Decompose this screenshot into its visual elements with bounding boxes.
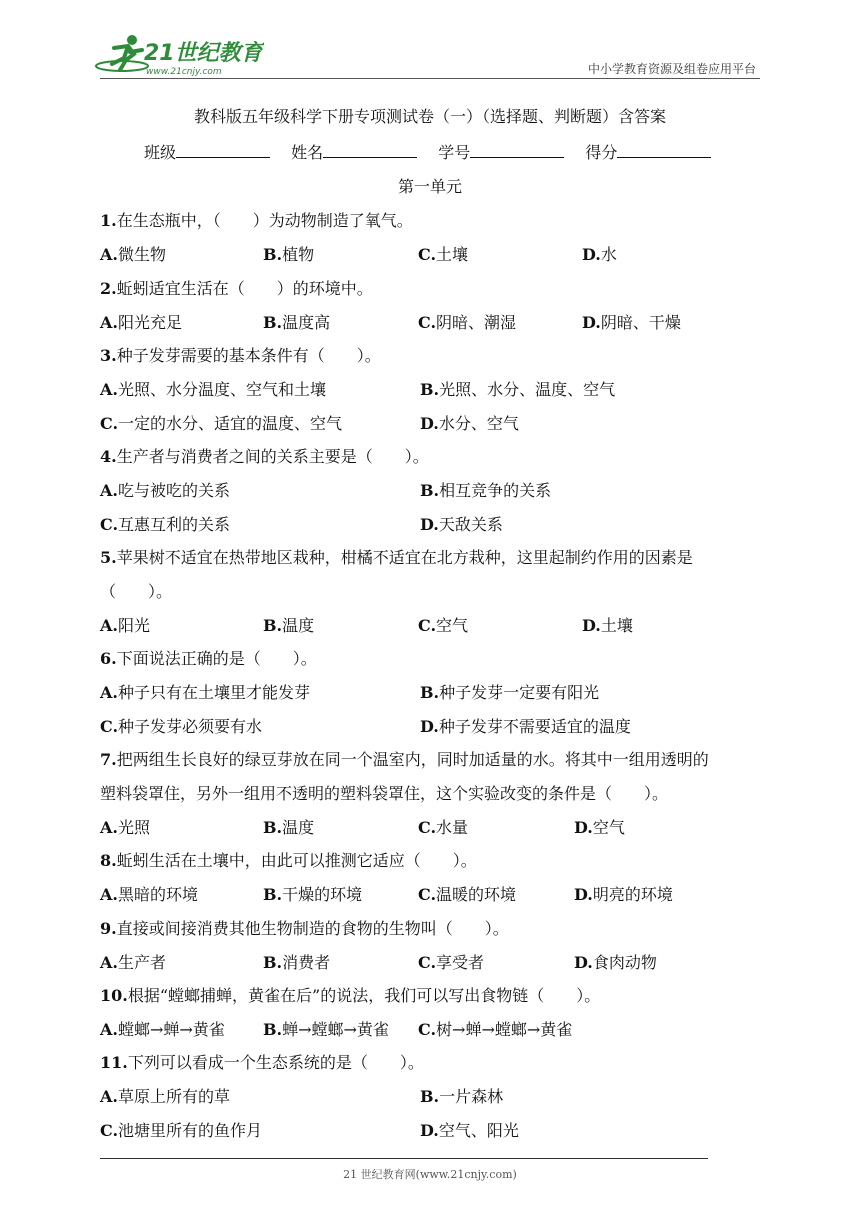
option-letter: A. [100, 313, 118, 332]
option-letter: A. [100, 1087, 118, 1106]
option-text: 食肉动物 [592, 953, 657, 972]
option-letter: C. [100, 515, 119, 534]
option-text: 光照、水分温度、空气和土壤 [117, 380, 326, 399]
option-text: 空气 [592, 818, 625, 837]
option-letter: D. [574, 885, 593, 904]
option-letter: C. [418, 245, 437, 264]
option-letter: A. [100, 481, 118, 500]
option-letter: B. [263, 313, 283, 332]
answer-option [100, 512, 230, 535]
answer-option [263, 310, 330, 333]
option-text: 一片森林 [439, 1087, 504, 1106]
answer-option [263, 815, 314, 838]
answer-option [420, 714, 631, 737]
option-text: 天敌关系 [438, 515, 503, 534]
answer-option [100, 377, 326, 400]
question-number: 7. [100, 750, 117, 769]
option-letter: A. [100, 1020, 118, 1039]
option-text: 种子发芽一定要有阳光 [439, 683, 600, 702]
option-text: 光照、水分、温度、空气 [439, 380, 616, 399]
answer-option [100, 950, 166, 973]
answer-option [418, 950, 484, 973]
answer-option [420, 1084, 503, 1107]
answer-option [100, 411, 342, 434]
option-text: 植物 [282, 245, 315, 264]
option-text: 种子只有在土壤里才能发芽 [117, 683, 310, 702]
field-score: 得分 [585, 140, 711, 163]
option-text: 干燥的环境 [282, 885, 363, 904]
answer-option [420, 1118, 519, 1141]
option-text: 享受者 [436, 953, 485, 972]
answer-option [263, 950, 330, 973]
question-stem [100, 747, 709, 770]
option-letter: B. [263, 616, 283, 635]
option-letter: D. [420, 515, 439, 534]
option-letter: D. [582, 245, 601, 264]
option-letter: B. [263, 818, 283, 837]
answer-option [574, 950, 657, 973]
option-letter: A. [100, 885, 118, 904]
option-text: 温度 [282, 818, 315, 837]
option-text: 微生物 [117, 245, 166, 264]
option-letter: B. [420, 481, 440, 500]
option-text: 阴暗、潮湿 [436, 313, 517, 332]
option-letter: B. [420, 1087, 440, 1106]
answer-option [420, 411, 519, 434]
option-text: 水 [600, 245, 617, 264]
question-number: 1. [100, 211, 117, 230]
answer-option [100, 1017, 225, 1040]
question-stem [100, 276, 373, 299]
option-text: 生产者 [117, 953, 166, 972]
option-text: 互惠互利的关系 [118, 515, 231, 534]
answer-option [418, 310, 516, 333]
option-letter: C. [100, 717, 119, 736]
answer-option [100, 310, 182, 333]
option-text: 阴暗、干燥 [600, 313, 681, 332]
answer-option [100, 242, 166, 265]
answer-option [100, 815, 150, 838]
question-stem [100, 343, 381, 366]
option-letter: C. [418, 953, 437, 972]
question-stem [100, 916, 509, 939]
answer-option [582, 613, 633, 636]
option-letter: A. [100, 953, 118, 972]
option-letter: B. [263, 1020, 283, 1039]
question-text: 生产者与消费者之间的关系主要是（ ）。 [116, 447, 429, 466]
question-stem [100, 208, 413, 231]
question-number: 5. [100, 548, 117, 567]
answer-option [100, 680, 310, 703]
answer-option [100, 882, 198, 905]
option-letter: C. [418, 1020, 437, 1039]
question-text: 蚯蚓适宜生活在（ ）的环境中。 [116, 279, 373, 298]
answer-option [100, 1084, 230, 1107]
answer-option [420, 377, 615, 400]
option-letter: D. [420, 717, 439, 736]
question-text: 直接或间接消费其他生物制造的食物的生物叫（ ）。 [116, 919, 509, 938]
student-info-fields [144, 140, 727, 163]
footer-text: 21 世纪教育网(www.21cnjy.com) [343, 1168, 517, 1181]
option-text: 一定的水分、适宜的温度、空气 [118, 414, 343, 433]
option-text: 草原上所有的草 [117, 1087, 230, 1106]
option-letter: A. [100, 245, 118, 264]
answer-option [418, 613, 468, 636]
option-text: 空气 [436, 616, 469, 635]
question-number: 8. [100, 851, 117, 870]
option-text: 温暖的环境 [436, 885, 517, 904]
question-text: 蚯蚓生活在土壤中，由此可以推测它适应（ ）。 [116, 851, 477, 870]
question-stem [100, 545, 693, 568]
question-text: 在生态瓶中，（ ）为动物制造了氧气。 [116, 211, 413, 230]
question-text: 苹果树不适宜在热带地区栽种，柑橘不适宜在北方栽种，这里起制约作用的因素是 [116, 548, 693, 567]
logo-text: 21世纪教育 [144, 41, 263, 66]
answer-option [100, 613, 150, 636]
question-text: 下列可以看成一个生态系统的是（ ）。 [127, 1053, 424, 1072]
option-letter: C. [418, 885, 437, 904]
option-text: 土壤 [436, 245, 469, 264]
option-text: 吃与被吃的关系 [117, 481, 230, 500]
option-text: 消费者 [282, 953, 331, 972]
answer-option [574, 815, 625, 838]
option-letter: D. [420, 414, 439, 433]
question-number: 11. [100, 1053, 128, 1072]
question-stem [100, 983, 600, 1006]
section-heading: 第一单元 [397, 177, 462, 196]
question-number: 4. [100, 447, 117, 466]
option-letter: D. [420, 1121, 439, 1140]
answer-option [263, 1017, 389, 1040]
option-letter: B. [263, 245, 283, 264]
option-text: 种子发芽必须要有水 [118, 717, 263, 736]
option-text: 土壤 [600, 616, 633, 635]
option-letter: B. [420, 380, 440, 399]
answer-option [100, 1118, 262, 1141]
field-name: 姓名 [291, 140, 417, 163]
option-text: 树→蝉→螳螂→黄雀 [436, 1020, 573, 1039]
question-stem [100, 848, 477, 871]
question-number: 9. [100, 919, 117, 938]
answer-option [263, 613, 314, 636]
option-text: 光照 [117, 818, 150, 837]
option-text: 温度高 [282, 313, 331, 332]
site-logo [94, 30, 264, 80]
option-text: 种子发芽不需要适宜的温度 [438, 717, 631, 736]
question-text-cont: 塑料袋罩住，另外一组用不透明的塑料袋罩住，这个实验改变的条件是（ ）。 [100, 784, 669, 803]
answer-option [100, 714, 262, 737]
question-number: 10. [100, 986, 128, 1005]
answer-option [420, 512, 503, 535]
answer-option [582, 242, 617, 265]
option-letter: A. [100, 683, 118, 702]
option-text: 蝉→螳螂→黄雀 [282, 1020, 389, 1039]
answer-option [574, 882, 673, 905]
question-stem [100, 646, 317, 669]
question-text: 种子发芽需要的基本条件有（ ）。 [116, 346, 381, 365]
header-divider [100, 78, 760, 79]
question-stem [100, 444, 429, 467]
answer-option [420, 478, 551, 501]
option-text: 明亮的环境 [592, 885, 673, 904]
option-letter: D. [582, 616, 601, 635]
option-letter: B. [263, 885, 283, 904]
logo-url: www.21cnjy.com [146, 67, 222, 77]
option-letter: C. [100, 414, 119, 433]
option-letter: D. [574, 818, 593, 837]
question-text: 把两组生长良好的绿豆芽放在同一个温室内，同时加适量的水。将其中一组用透明的 [116, 750, 709, 769]
option-letter: D. [582, 313, 601, 332]
option-letter: C. [418, 616, 437, 635]
option-text: 池塘里所有的鱼作月 [118, 1121, 263, 1140]
question-text-cont: （ ）。 [100, 582, 173, 601]
option-text: 黑暗的环境 [117, 885, 198, 904]
option-text: 螳螂→蝉→黄雀 [117, 1020, 225, 1039]
option-text: 温度 [282, 616, 315, 635]
answer-option [263, 242, 314, 265]
option-letter: A. [100, 380, 118, 399]
option-text: 阳光充足 [117, 313, 182, 332]
option-letter: C. [418, 313, 437, 332]
answer-option [418, 242, 468, 265]
option-letter: A. [100, 616, 118, 635]
option-letter: C. [100, 1121, 119, 1140]
question-text: 下面说法正确的是（ ）。 [116, 649, 317, 668]
page-title: 教科版五年级科学下册专项测试卷（一）（选择题、判断题）含答案 [193, 107, 666, 126]
answer-option [418, 882, 516, 905]
option-text: 空气、阳光 [438, 1121, 519, 1140]
answer-option [582, 310, 681, 333]
answer-option [263, 882, 362, 905]
question-stem [100, 1050, 424, 1073]
question-text: 根据“螳螂捕蝉，黄雀在后”的说法，我们可以写出食物链（ ）。 [127, 986, 601, 1005]
option-letter: B. [263, 953, 283, 972]
question-number: 3. [100, 346, 117, 365]
answer-option [418, 815, 468, 838]
platform-label: 中小学教育资源及组卷应用平台 [587, 62, 756, 76]
field-class: 班级 [144, 140, 270, 163]
question-number: 6. [100, 649, 117, 668]
option-letter: C. [418, 818, 437, 837]
footer-divider [100, 1158, 708, 1159]
option-text: 水分、空气 [438, 414, 519, 433]
option-text: 相互竞争的关系 [439, 481, 552, 500]
option-letter: B. [420, 683, 440, 702]
field-number: 学号 [438, 140, 564, 163]
option-text: 阳光 [117, 616, 150, 635]
answer-option [420, 680, 599, 703]
question-number: 2. [100, 279, 117, 298]
option-letter: D. [574, 953, 593, 972]
option-letter: A. [100, 818, 118, 837]
answer-option [100, 478, 230, 501]
answer-option [418, 1017, 572, 1040]
option-text: 水量 [436, 818, 469, 837]
